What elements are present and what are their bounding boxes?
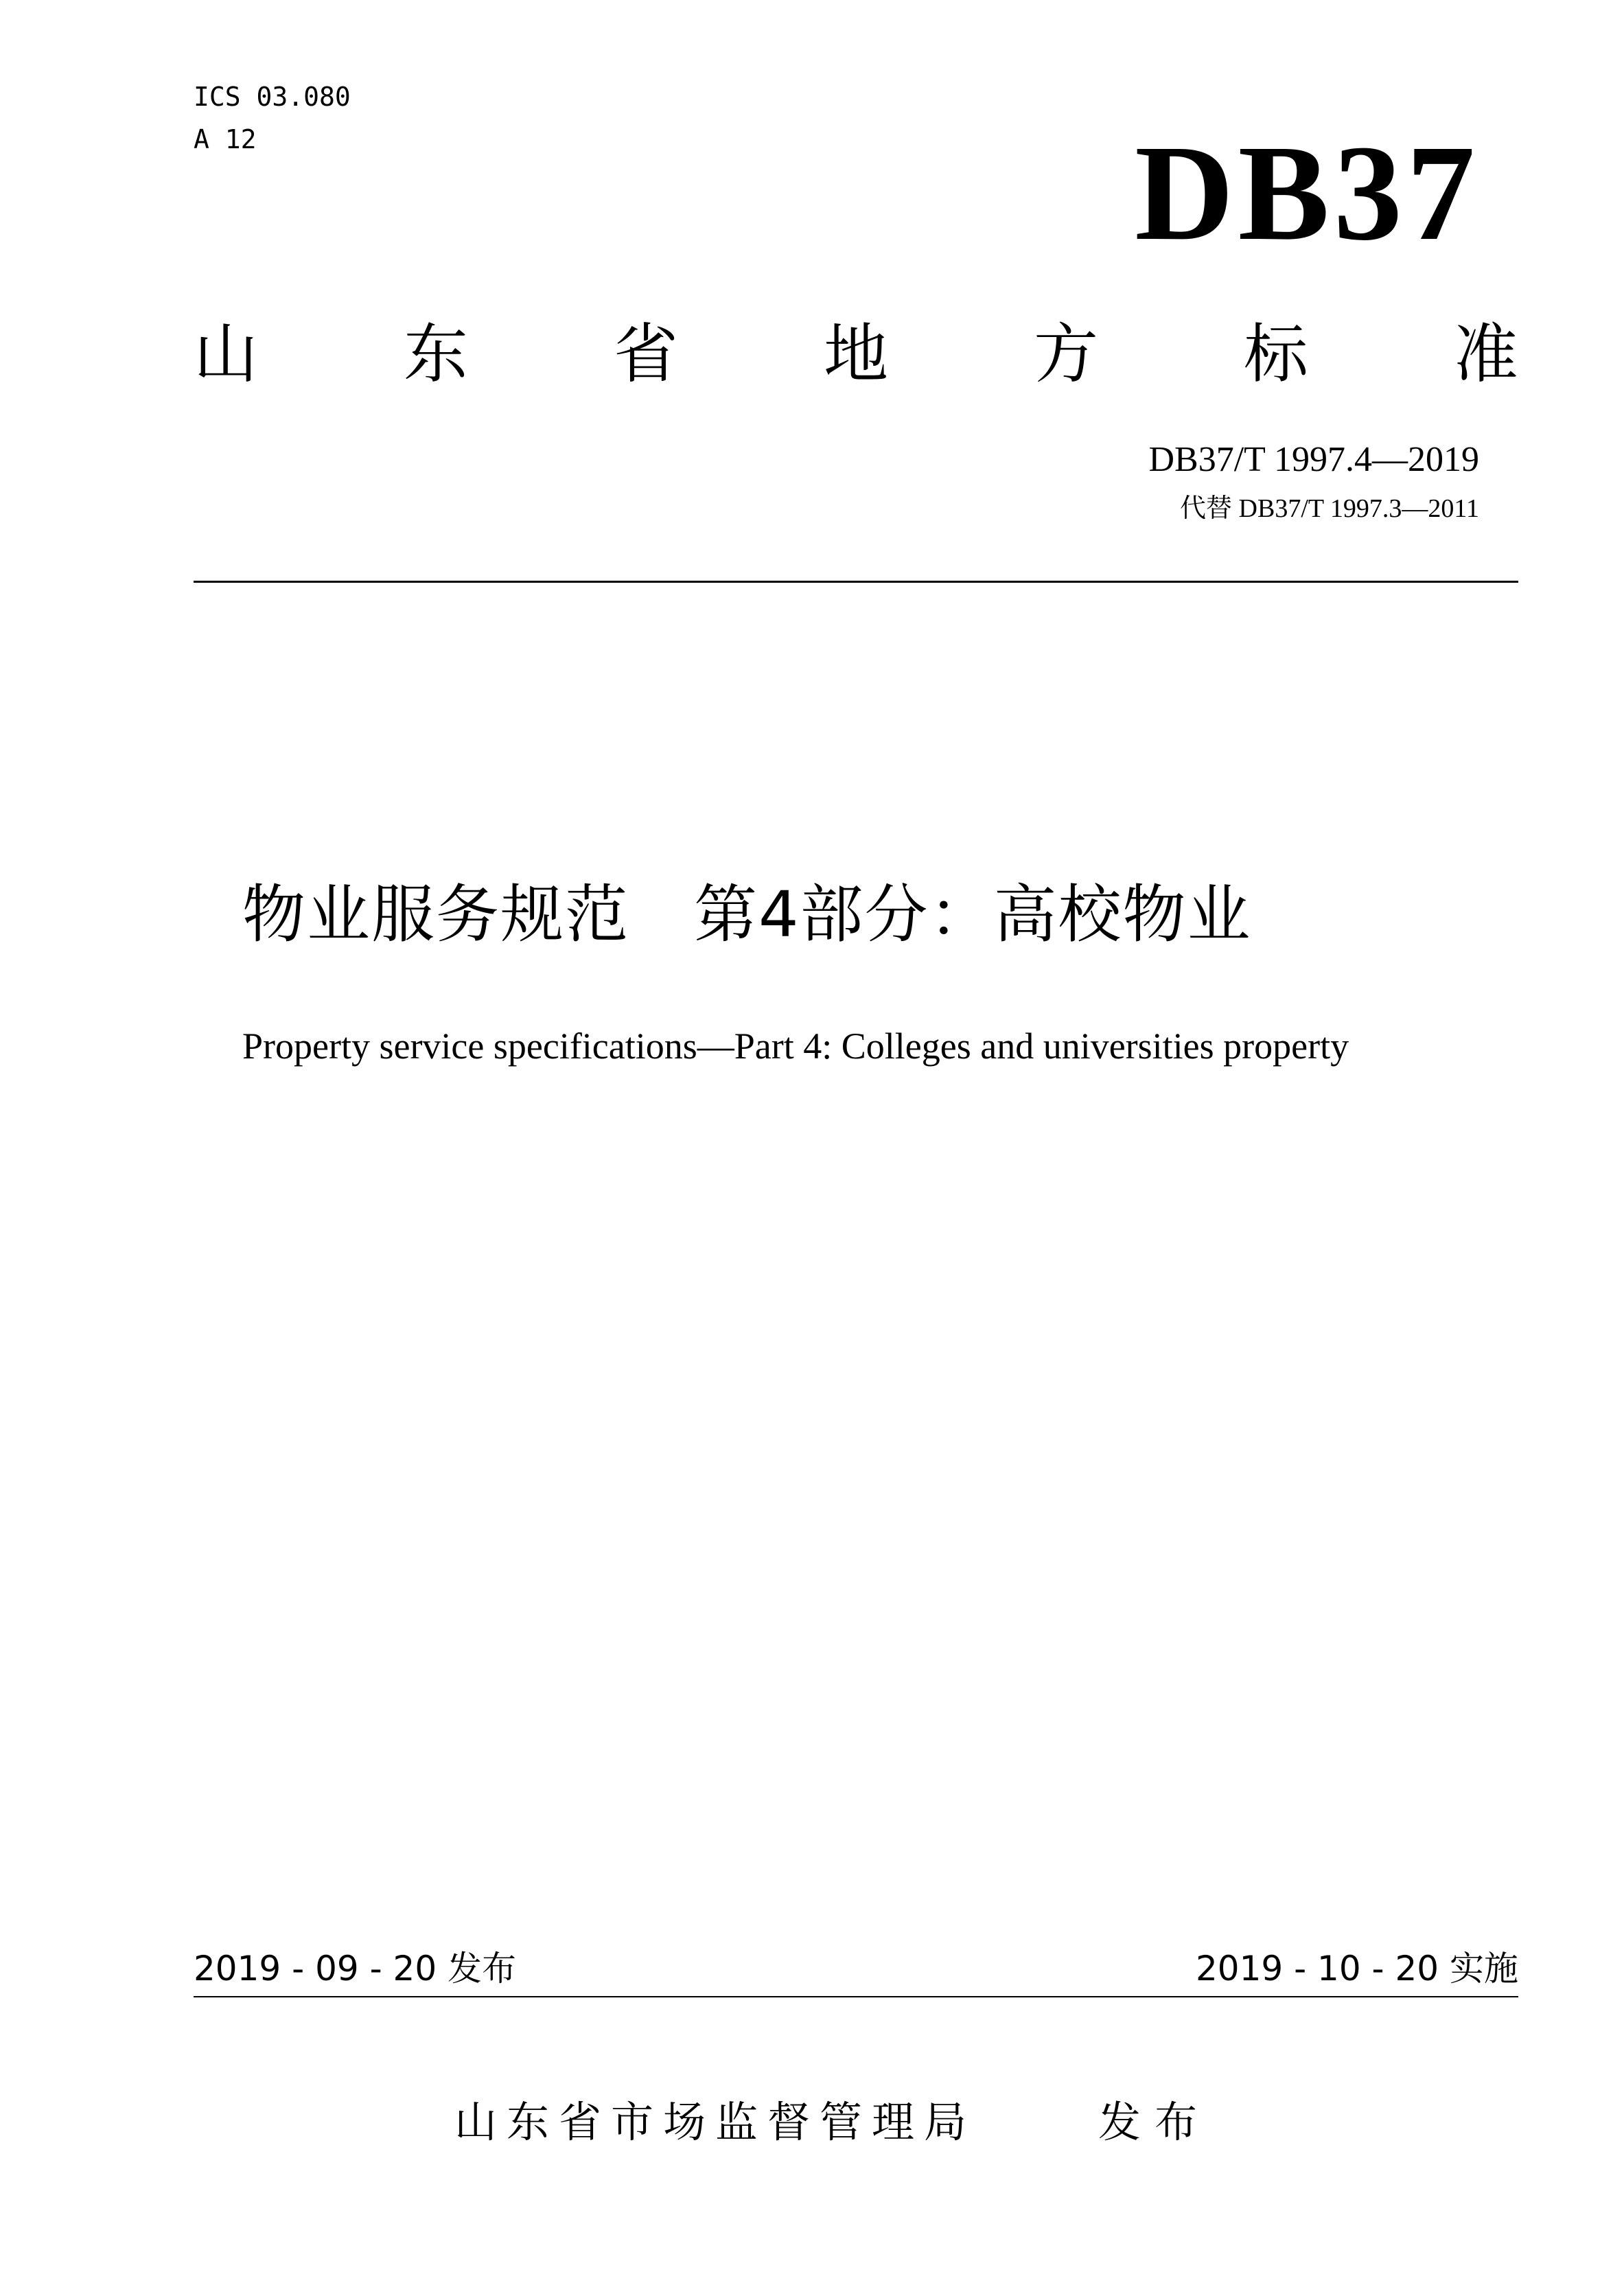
standard-number: DB37/T 1997.4—2019 — [1148, 440, 1479, 479]
footer-divider — [194, 1996, 1518, 1997]
issue-label: 发布 — [1098, 2097, 1211, 2147]
document-title-chinese: 物业服务规范 第4部分：高校物业 — [242, 878, 1252, 951]
standard-category-title — [194, 317, 1518, 393]
title-char: 准 — [1453, 317, 1518, 392]
ccs-code: A 12 — [194, 124, 257, 154]
implementation-date: 2019 - 10 - 20 实施 — [1195, 1949, 1518, 1988]
title-char: 东 — [403, 317, 468, 392]
ics-code: ICS 03.080 — [194, 82, 351, 112]
title-char: 地 — [823, 317, 888, 392]
replaced-standard: 代替 DB37/T 1997.3—2011 — [1180, 494, 1479, 523]
db37-logo: DB37 — [1135, 117, 1479, 269]
title-char: 山 — [194, 317, 259, 392]
document-title-english: Property service specifications—Part 4: Colleges and universities property — [242, 1025, 1349, 1067]
title-char: 省 — [613, 317, 678, 392]
issue-date: 2019 - 09 - 20 发布 — [194, 1949, 517, 1988]
title-char: 标 — [1243, 317, 1308, 392]
issuing-authority: 山东省市场监督管理局 — [454, 2097, 977, 2147]
title-char: 方 — [1033, 317, 1098, 392]
header-divider — [194, 581, 1518, 583]
